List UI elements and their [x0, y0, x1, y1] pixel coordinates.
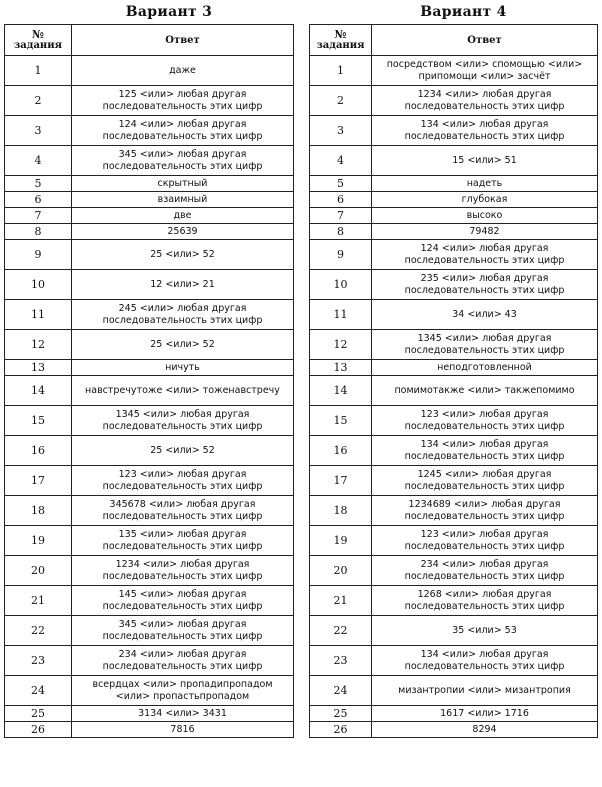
table-row — [5, 86, 294, 116]
table-row — [310, 176, 598, 192]
table-row — [5, 406, 294, 436]
answer-rows — [5, 56, 294, 738]
table-row — [310, 360, 598, 376]
answer-table — [309, 24, 598, 738]
table-row — [5, 496, 294, 526]
answer-header: Ответ — [372, 25, 598, 56]
answer-cell: навстречутоже <или> тоженавстречу — [72, 376, 294, 406]
answer-cell: даже — [72, 56, 294, 86]
answer-cell: 234 <или> любая другая последовательность этих цифр — [72, 646, 294, 676]
task-number: 23 — [5, 646, 72, 676]
task-number: 13 — [5, 360, 72, 376]
task-number: 10 — [310, 270, 372, 300]
table-row — [310, 224, 598, 240]
task-number: 25 — [310, 706, 372, 722]
table-row — [310, 676, 598, 706]
task-number: 2 — [310, 86, 372, 116]
table-row — [5, 270, 294, 300]
task-number: 2 — [5, 86, 72, 116]
table-row — [5, 300, 294, 330]
answer-cell: 1345 <или> любая другая последовательность этих цифр — [72, 406, 294, 436]
table-row — [310, 86, 598, 116]
table-row — [5, 240, 294, 270]
table-row — [5, 466, 294, 496]
answer-cell: взаимный — [72, 192, 294, 208]
task-number: 3 — [5, 116, 72, 146]
task-number: 14 — [5, 376, 72, 406]
answer-cell: 345 <или> любая другая последовательность этих цифр — [72, 616, 294, 646]
answer-table — [4, 24, 294, 738]
answer-cell: 134 <или> любая другая последовательность этих цифр — [372, 436, 598, 466]
answer-cell: 145 <или> любая другая последовательность этих цифр — [72, 586, 294, 616]
table-row — [5, 376, 294, 406]
task-number: 16 — [310, 436, 372, 466]
table-row — [5, 556, 294, 586]
table-row — [310, 646, 598, 676]
table-row — [310, 270, 598, 300]
table-row — [310, 240, 598, 270]
task-number: 6 — [5, 192, 72, 208]
task-number: 19 — [5, 526, 72, 556]
answer-cell: 12 <или> 21 — [72, 270, 294, 300]
table-row — [5, 116, 294, 146]
task-number: 1 — [310, 56, 372, 86]
table-row — [5, 330, 294, 360]
table-row — [310, 406, 598, 436]
table-row — [5, 176, 294, 192]
task-number: 22 — [5, 616, 72, 646]
answer-cell: 25 <или> 52 — [72, 330, 294, 360]
task-number: 26 — [5, 722, 72, 738]
answer-cell: 1345 <или> любая другая последовательность этих цифр — [372, 330, 598, 360]
answer-cell: глубокая — [372, 192, 598, 208]
answer-cell: 7816 — [72, 722, 294, 738]
table-row — [310, 466, 598, 496]
table-row — [310, 56, 598, 86]
variant-title: Вариант 4 — [420, 4, 507, 20]
answer-cell: 1234 <или> любая другая последовательность этих цифр — [72, 556, 294, 586]
answer-cell: 1617 <или> 1716 — [372, 706, 598, 722]
table-row — [310, 616, 598, 646]
table-row — [5, 616, 294, 646]
task-number: 7 — [5, 208, 72, 224]
answer-cell: посредством <или> спомощью <или> припомощи <или> засчёт — [372, 56, 598, 86]
task-number: 4 — [310, 146, 372, 176]
answer-cell: 124 <или> любая другая последовательность этих цифр — [72, 116, 294, 146]
table-row — [310, 526, 598, 556]
table-row — [310, 586, 598, 616]
answer-cell: мизантропии <или> мизантропия — [372, 676, 598, 706]
task-number: 13 — [310, 360, 372, 376]
task-number: 1 — [5, 56, 72, 86]
answer-cell: 124 <или> любая другая последовательность этих цифр — [372, 240, 598, 270]
task-number: 17 — [5, 466, 72, 496]
answer-cell: две — [72, 208, 294, 224]
number-sign: № — [32, 28, 44, 41]
task-number: 15 — [5, 406, 72, 436]
answer-cell: 125 <или> любая другая последовательность этих цифр — [72, 86, 294, 116]
answer-cell: 25639 — [72, 224, 294, 240]
answer-cell: 8294 — [372, 722, 598, 738]
table-row — [310, 436, 598, 466]
task-number: 6 — [310, 192, 372, 208]
table-row — [310, 376, 598, 406]
answer-cell: неподготовленной — [372, 360, 598, 376]
answer-cell: 3134 <или> 3431 — [72, 706, 294, 722]
task-number: 12 — [5, 330, 72, 360]
table-row — [5, 436, 294, 466]
answer-cell: 345 <или> любая другая последовательность этих цифр — [72, 146, 294, 176]
task-number: 5 — [5, 176, 72, 192]
answer-cell: ничуть — [72, 360, 294, 376]
answer-cell: 25 <или> 52 — [72, 240, 294, 270]
task-number: 22 — [310, 616, 372, 646]
answer-cell: 123 <или> любая другая последовательность этих цифр — [372, 526, 598, 556]
answer-cell: 1245 <или> любая другая последовательность этих цифр — [372, 466, 598, 496]
table-header-row — [310, 25, 598, 56]
task-number-label: задания — [13, 40, 63, 51]
task-number: 15 — [310, 406, 372, 436]
task-number: 14 — [310, 376, 372, 406]
table-row — [5, 586, 294, 616]
task-number: 17 — [310, 466, 372, 496]
table-row — [310, 330, 598, 360]
table-row — [5, 526, 294, 556]
table-row — [310, 722, 598, 738]
task-number: 24 — [310, 676, 372, 706]
answer-cell: 34 <или> 43 — [372, 300, 598, 330]
table-row — [5, 722, 294, 738]
table-row — [5, 646, 294, 676]
task-number: 20 — [5, 556, 72, 586]
variant-title: Вариант 3 — [125, 4, 213, 20]
answer-rows — [310, 56, 598, 738]
table-row — [310, 706, 598, 722]
variant-4-block — [309, 0, 598, 738]
task-number: 8 — [310, 224, 372, 240]
answer-cell: 123 <или> любая другая последовательность этих цифр — [72, 466, 294, 496]
task-number-label: задания — [316, 40, 365, 51]
answer-cell: 235 <или> любая другая последовательность этих цифр — [372, 270, 598, 300]
answer-cell: 35 <или> 53 — [372, 616, 598, 646]
answer-cell: 135 <или> любая другая последовательность этих цифр — [72, 526, 294, 556]
answer-header: Ответ — [72, 25, 294, 56]
task-number: 7 — [310, 208, 372, 224]
task-number: 19 — [310, 526, 372, 556]
task-number: 21 — [5, 586, 72, 616]
task-number-header — [310, 25, 372, 56]
answer-cell: 15 <или> 51 — [372, 146, 598, 176]
answer-cell: 79482 — [372, 224, 598, 240]
table-row — [310, 192, 598, 208]
task-number: 5 — [310, 176, 372, 192]
table-row — [310, 146, 598, 176]
task-number: 9 — [5, 240, 72, 270]
task-number: 4 — [5, 146, 72, 176]
table-row — [310, 208, 598, 224]
task-number: 16 — [5, 436, 72, 466]
table-row — [5, 224, 294, 240]
table-row — [5, 676, 294, 706]
task-number: 23 — [310, 646, 372, 676]
task-number: 21 — [310, 586, 372, 616]
task-number: 18 — [310, 496, 372, 526]
variant-3-block — [4, 0, 294, 738]
table-header-row — [5, 25, 294, 56]
table-row — [310, 300, 598, 330]
table-row — [5, 56, 294, 86]
answer-cell: 245 <или> любая другая последовательность этих цифр — [72, 300, 294, 330]
answer-cell: 234 <или> любая другая последовательность этих цифр — [372, 556, 598, 586]
task-number: 25 — [5, 706, 72, 722]
table-row — [5, 208, 294, 224]
answer-cell: 345678 <или> любая другая последовательность этих цифр — [72, 496, 294, 526]
answer-cell: надеть — [372, 176, 598, 192]
task-number: 3 — [310, 116, 372, 146]
table-row — [5, 360, 294, 376]
answer-cell: 1234 <или> любая другая последовательность этих цифр — [372, 86, 598, 116]
task-number: 24 — [5, 676, 72, 706]
task-number: 18 — [5, 496, 72, 526]
number-sign: № — [334, 28, 347, 41]
answer-cell: 123 <или> любая другая последовательность этих цифр — [372, 406, 598, 436]
task-number-header — [5, 25, 72, 56]
task-number: 12 — [310, 330, 372, 360]
table-row — [5, 192, 294, 208]
answer-cell: 1268 <или> любая другая последовательность этих цифр — [372, 586, 598, 616]
answer-cell: 25 <или> 52 — [72, 436, 294, 466]
table-row — [5, 706, 294, 722]
table-row — [310, 496, 598, 526]
table-row — [310, 116, 598, 146]
table-row — [310, 556, 598, 586]
table-row — [5, 146, 294, 176]
answer-cell: всердцах <или> пропадипропадом <или> пропастьпропадом — [72, 676, 294, 706]
task-number: 26 — [310, 722, 372, 738]
answer-cell: 134 <или> любая другая последовательность этих цифр — [372, 646, 598, 676]
task-number: 20 — [310, 556, 372, 586]
task-number: 10 — [5, 270, 72, 300]
answer-cell: высоко — [372, 208, 598, 224]
answer-cell: 1234689 <или> любая другая последовательность этих цифр — [372, 496, 598, 526]
task-number: 9 — [310, 240, 372, 270]
task-number: 8 — [5, 224, 72, 240]
task-number: 11 — [5, 300, 72, 330]
answer-cell: 134 <или> любая другая последовательность этих цифр — [372, 116, 598, 146]
answer-cell: помимотакже <или> такжепомимо — [372, 376, 598, 406]
answer-cell: скрытный — [72, 176, 294, 192]
task-number: 11 — [310, 300, 372, 330]
